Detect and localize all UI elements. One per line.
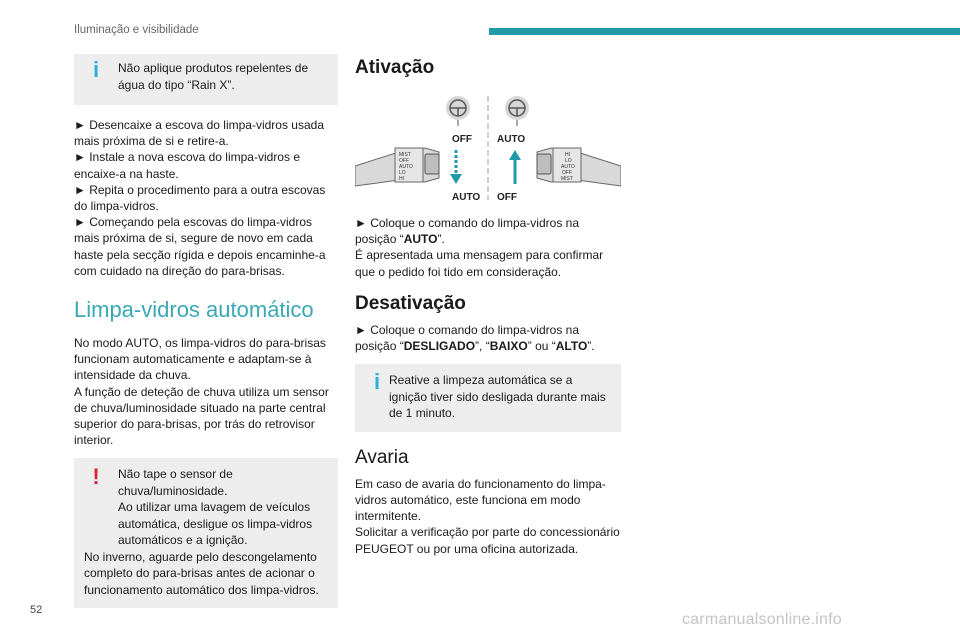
section-title-auto-wipers: Limpa-vidros automático bbox=[74, 297, 314, 323]
activation-instructions bbox=[355, 215, 621, 280]
deactivation-step: ► Coloque o comando do limpa-vidros na posição “DESLIGADO”, “BAIXO” ou “ALTO”. bbox=[355, 322, 595, 354]
info-note-text: Não aplique produtos repelentes de água do tipo “Rain X”. bbox=[118, 61, 309, 92]
auto-wipers-description bbox=[74, 335, 338, 448]
step-3: ► Repita o procedimento para a outra escovas do limpa-vidros. bbox=[74, 182, 326, 214]
wiper-stalk-left bbox=[355, 148, 439, 186]
replacement-steps bbox=[74, 117, 338, 279]
section-title-fault: Avaria bbox=[355, 446, 409, 468]
right-column bbox=[355, 54, 621, 557]
header-title: Iluminação e visibilidade bbox=[74, 24, 199, 36]
wiper-stalk-figure bbox=[355, 94, 621, 204]
info-note-reactivate-text: Reative a limpeza automática se a ignição tiver sido desligada durante mais de 1 minuto. bbox=[389, 373, 606, 421]
svg-text:LO: LO bbox=[399, 170, 406, 176]
left-column bbox=[74, 54, 338, 608]
svg-text:HI: HI bbox=[565, 152, 570, 158]
svg-text:MIST: MIST bbox=[399, 152, 411, 158]
section-title-deactivation: Desativação bbox=[355, 292, 466, 314]
warning-line-3: No inverno, aguarde pelo descongelamento completo do para-brisas antes de acionar o funcionamento automático dos limpa-vidros. bbox=[84, 549, 319, 597]
svg-text:OFF: OFF bbox=[399, 158, 409, 164]
info-note-rain-x bbox=[74, 54, 338, 105]
step-1: ► Desencaixe a escova do limpa-vidros usada mais próxima de si e retire-a. bbox=[74, 118, 325, 149]
steering-wheel-icon-right bbox=[505, 96, 529, 126]
svg-text:MIST: MIST bbox=[561, 176, 573, 182]
label-off-top: OFF bbox=[452, 134, 472, 145]
auto-mode-paragraph: No modo AUTO, os limpa-vidros do para-brisas funcionam automaticamente e adaptam-se à intensidade da chuva. bbox=[74, 336, 326, 383]
watermark: carmanualsonline.info bbox=[682, 611, 842, 628]
wiper-stalk-right bbox=[537, 148, 621, 186]
warning-line-1: Não tape o sensor de chuva/luminosidade. bbox=[118, 467, 233, 498]
step-4: ► Começando pela escovas do limpa-vidros mais próxima de si, segure de novo em cada haste pela secção rígida e depois encaminhe-a com cuidado na direção do para-brisas. bbox=[74, 215, 326, 278]
fault-text-1: Em caso de avaria do funcionamento do limpa-vidros automático, este funciona em modo intermitente. bbox=[355, 476, 606, 524]
svg-text:OFF: OFF bbox=[562, 170, 572, 176]
arrow-down-icon bbox=[450, 174, 462, 184]
label-auto-bottom: AUTO bbox=[452, 192, 481, 203]
label-auto-top: AUTO bbox=[497, 134, 526, 145]
steering-wheel-icon-left bbox=[446, 96, 470, 126]
info-icon: i bbox=[373, 369, 381, 395]
svg-text:HI: HI bbox=[399, 176, 404, 182]
deactivation-instructions bbox=[355, 322, 621, 354]
info-note-reactivate bbox=[355, 364, 621, 432]
step-2: ► Instale a nova escova do limpa-vidros e encaixe-a na haste. bbox=[74, 150, 300, 181]
header-accent-bar bbox=[489, 28, 960, 35]
activation-step: ► Coloque o comando do limpa-vidros na posição “AUTO”. bbox=[355, 216, 579, 247]
section-title-activation: Ativação bbox=[355, 57, 435, 78]
warning-icon: ! bbox=[92, 464, 100, 490]
rain-sensor-paragraph: A função de deteção de chuva utiliza um sensor de chuva/luminosidade situado na parte central superior do para-brisas, por trás do retrovisor interior. bbox=[74, 384, 329, 448]
svg-text:AUTO: AUTO bbox=[561, 164, 575, 170]
activation-confirmation: É apresentada uma mensagem para confirmar que o pedido foi tido em consideração. bbox=[355, 248, 604, 279]
page-number: 52 bbox=[30, 604, 43, 616]
warning-note-sensor bbox=[74, 458, 338, 608]
arrow-up-icon bbox=[509, 150, 521, 160]
fault-text-2: Solicitar a verificação por parte do concessionário PEUGEOT ou por uma oficina autorizada. bbox=[355, 525, 620, 556]
info-icon: i bbox=[92, 57, 100, 82]
fault-description bbox=[355, 476, 621, 557]
label-off-bottom: OFF bbox=[497, 192, 517, 203]
warning-line-2: Ao utilizar uma lavagem de veículos automática, desligue os limpa-vidros automáticos e a ignição. bbox=[118, 500, 313, 548]
svg-text:AUTO: AUTO bbox=[399, 164, 413, 170]
svg-text:LO: LO bbox=[565, 158, 572, 164]
